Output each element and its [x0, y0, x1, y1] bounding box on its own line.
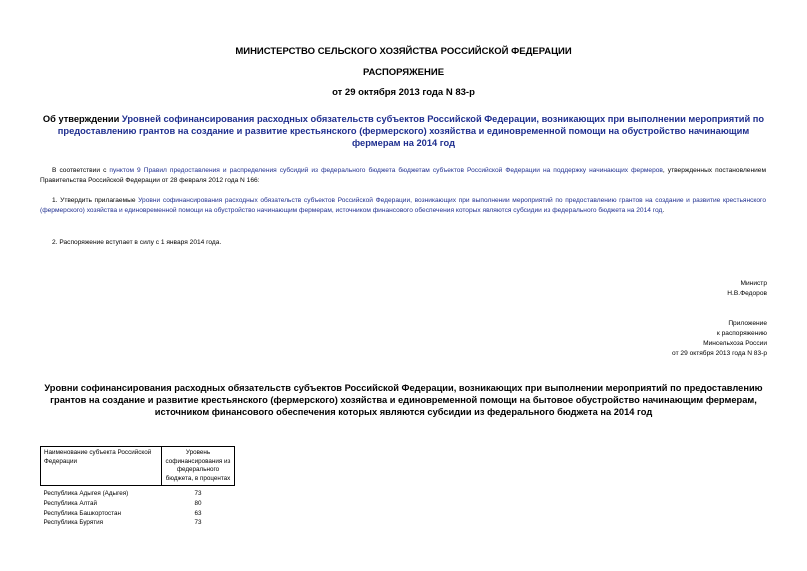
signature-position: Министр [740, 280, 767, 287]
preamble-end: , утвержденных постановлением Правительства Российской Федерации от 28 февраля 2012 года N 166: [40, 167, 766, 184]
header-level: Уровень софинансирования из федерального бюджета, в процентах [162, 447, 235, 486]
level-cell: 63 [194, 509, 202, 517]
level-cell: 73 [194, 490, 202, 498]
header-region: Наименование субъекта Российской Федерации [41, 447, 162, 486]
document-title [40, 113, 767, 149]
table-row [41, 518, 235, 528]
preamble-paragraph [40, 166, 766, 185]
signature-block [727, 279, 767, 299]
appendix-ref-line4: от 29 октября 2013 года N 83-р [672, 350, 767, 357]
preamble-link[interactable]: пунктом 9 Правил предоставления и распределения субсидий из федерального бюджета бюджетам субъектов Российской Федерации на поддержку начинающих фермеров [109, 167, 663, 174]
appendix-reference [672, 319, 767, 359]
item-2-paragraph: 2. Распоряжение вступает в силу с 1 января 2014 года. [52, 239, 222, 246]
level-cell: 80 [194, 499, 202, 507]
document-type: РАСПОРЯЖЕНИЕ [362, 67, 445, 78]
item1-link[interactable]: Уровни софинансирования расходных обязательств субъектов Российской Федерации, возникающих при выполнении мероприятий по предоставлению грантов на создание и развитие крестьянского (фермерского) хозяйства и единовременной помощи на обустройство начинающим фермерам, источником финансового обеспечения которых являются субсидии из федерального бюджета на 2014 год [40, 197, 766, 214]
region-cell: Республика Башкортостан [43, 509, 121, 517]
preamble-start: В соответствии с [52, 167, 110, 174]
title-prefix: Об утверждении [42, 114, 122, 124]
table-header-row [41, 447, 235, 486]
item1-end: . [662, 206, 665, 214]
level-cell: 73 [194, 519, 202, 527]
appendix-ref-line3: Минсельхоза России [703, 340, 767, 347]
title-link[interactable]: Уровней софинансирования расходных обязательств субъектов Российской Федерации, возникающих при выполнении мероприятий по предоставлению грантов на создание и развитие крестьянского (фермерского) хозяйства и единовременной помощи на обустройство начинающим фермерам на 2014 год [57, 114, 765, 148]
table-row [41, 499, 235, 509]
document-date-number: от 29 октября 2013 года N 83-р [332, 87, 475, 98]
item1-start: 1. Утвердить прилагаемые [52, 197, 139, 204]
region-cell: Республика Бурятия [43, 519, 104, 527]
appendix-title: Уровни софинансирования расходных обязательств субъектов Российской Федерации, возникающих при выполнении мероприятий по предоставлению грантов на создание и развитие крестьянского (фермерского) хозяйства и единовременной помощи на бытовое обустройство начинающим фермерам, источником финансового обеспечения которых являются субсидии из федерального бюджета на 2014 год [44, 383, 763, 417]
signature-name: Н.В.Федоров [727, 290, 767, 297]
appendix-ref-line2: к распоряжению [716, 330, 767, 337]
appendix-ref-line1: Приложение [728, 320, 767, 327]
region-cell: Республика Алтай [43, 499, 98, 507]
item-1-paragraph [40, 196, 766, 215]
table-row [41, 486, 235, 499]
region-cell: Республика Адыгея (Адыгея) [43, 490, 129, 498]
table-row [41, 509, 235, 519]
ministry-name: МИНИСТЕРСТВО СЕЛЬСКОГО ХОЗЯЙСТВА РОССИЙСКОЙ ФЕДЕРАЦИИ [235, 46, 572, 57]
cofinancing-table [40, 446, 235, 528]
